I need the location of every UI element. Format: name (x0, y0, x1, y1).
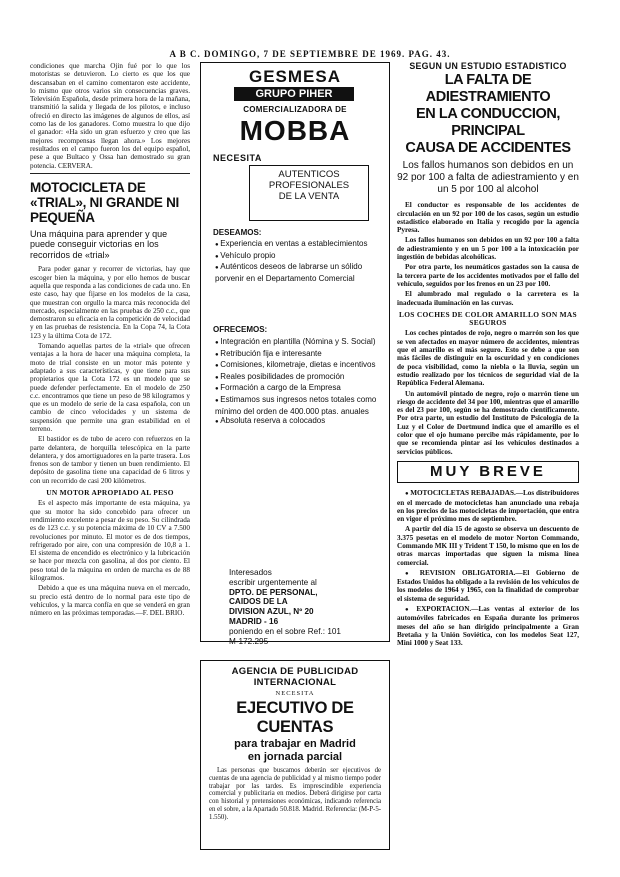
brief-item: ● REVISION OBLIGATORIA.—El Gobierno de Estados Unidos ha obligado a la revisión de los vehículos de los modelos de 1964 y 1965, con la finalidad de comprobar el sistema de seguridad. (397, 569, 579, 603)
intro-paragraph: condiciones que marcha Ojin fué por lo que los motoristas se detuvieron. Lo cierto es que los que descansaban en el camino comentaron este accidente, lo mismo que otros varios sin consecuencias graves. Televisión Española, desde primera hora de la mañana, transmitió la salida y llegada de los pilotos, e incluso ofreció en directo las imágenes de algunos de ellos, así como las de los ganadores. Como muestra lo que dijo el ganador: «Ha sido un gran esfuerzo y creo que las mejores recompensas llegan ahora.» Los mejores resultados en el campo fueron los del equipo español, pese a que Bultaco y Ossa han demostrado su gran potencia. CERVERA. (30, 62, 190, 170)
contact-line: DIVISION AZUL, Nº 20 (229, 607, 314, 617)
amarillo-subheading: LOS COCHES DE COLOR AMARILLO SON MAS SEGUROS (399, 309, 577, 328)
contact-line: escribir urgentemente al (229, 577, 317, 587)
contact-line: Interesados (229, 568, 272, 577)
list-item: ● Experiencia en ventas a establecimientos (215, 239, 380, 251)
agencia-body: Las personas que buscamos deberán ser ejecutivos de cuentas de una agencia de publicidad y al mismo tiempo poder trabajar por las tardes. Es imprescindible experiencia comercial y publicitaria en medios. Deberá dirigirse por carta con historial y pretensiones económicas, indicando referencia en el sobre, a la Apartado 50.818. Madrid. Referencia: (M-P-5-1.550). (209, 767, 381, 821)
trial-paragraph-2: Tomando aquellas partes de la «trial» que ofrecen ventajas a la hora de hacer una máquina completa, la moto de trial consiste en un motor más potente y adaptado a sus características, y que tiene para sus propietarios que la Cota 172 es un modelo que se puede defender perfectamente. En el modelo de 250 c.c. encontramos que tiene un peso de 98 kilogramos y que es un modelo de serie de la casa española, con un cambio de cinco velocidades y un sistema de suspensión que permite una gran estabilidad en el terreno. (30, 342, 190, 433)
necesita-label: NECESITA (275, 690, 315, 697)
trabajar-text: para trabajar en Madrid (234, 738, 356, 750)
ofrecemos-heading: OFRECEMOS: (213, 325, 268, 334)
brief-item: ● EXPORTACION.—Las ventas al exterior de los automóviles fabricados en España durante los primeros meses del año se han dirigido principalmente a Gran Bretaña y la Unión Soviética, con los modelos Seat 127, Mini 1000 y Seat 133. (397, 605, 579, 647)
agencia-line: AGENCIA DE PUBLICIDAD (231, 666, 359, 677)
contact-line: CAIDOS DE LA (229, 597, 288, 607)
list-item: ● Auténticos deseos de labrarse un sólido porvenir en el Departamento Comercial (215, 262, 380, 283)
autenticos-box (249, 165, 369, 221)
brief-item: A partir del día 15 de agosto se observa un descuento de 3.375 pesetas en el modelo de motor Norton Commando, Commando MK III y Trident T 150, lo mismo que en los de otras marcas importadas que siguen la misma línea comercial. (397, 525, 579, 567)
contact-block (229, 568, 384, 646)
autenticos-line: DE LA VENTA (278, 191, 340, 202)
trial-paragraph-4: Es el aspecto más importante de esta máquina, ya que su motor ha sido concebido para ofrecer un rendimiento excelente a pesar de su peso. Su cilindrada es de 123 c.c. y su potencia máxima de 10 CV a 7.500 revoluciones por minuto. El motor es de dos tiempos, refrigerado por aire, con una compresión de 10,8 a 1. El sistema de encendido es electrónico y la lubricación se hace por mezcla con gasolina, al dos por ciento. El peso total de la máquina en orden de marcha es de 88 kilogramos. (30, 499, 190, 583)
list-item: ● Integración en plantilla (Nómina y S. Social) (215, 337, 380, 349)
motor-subheading: UN MOTOR APROPIADO AL PESO (46, 488, 174, 498)
agencia-title (201, 666, 389, 688)
trial-paragraph-3: El bastidor es de tubo de acero con refuerzos en la parte delantera, de horquilla telescópica en la parte delantera, y dos amortiguadores en la parte trasera. Los frenos son de tambor y tienen un buen rendimiento. El depósito de gasolina tiene una capacidad de 6 litros y con un recorrido de casi 200 kilómetros. (30, 435, 190, 485)
article-paragraph: Un automóvil pintado de negro, rojo o marrón tiene un riesgo de accidente del 34 por 100, mientras que el amarillo es del 23 por 100, según se ha demostrado científicamente. Por otra parte, un estudio del Instituto de Psicología de la Luz y el Color de Dortmund indica que el amarillo es el color que el ojo humano percibe más rápidamente, por lo que se recomienda pintar así los vehículos destinados a servicios públicos. (397, 389, 579, 456)
list-item: ● Formación a cargo de la Empresa (215, 383, 380, 395)
list-item: ● Retribución fija e interesante (215, 349, 380, 361)
gesmesa-advert (200, 62, 390, 646)
trial-paragraph-1: Para poder ganar y recorrer de victorias, hay que escoger bien la máquina, y por ello hemos de buscar aquella que responda a las condiciones de cada uno. En este caso, hay que fijarse en los modelos de la casa, que muestran con orgullo la marca más reconocida del mercado, especialmente en las pruebas de 250 c.c., que demostraron su eficacia en la competición de velocidad y en las pruebas de resistencia. En la Copa 74, la Cota 123 y la última Cota de 172. (30, 265, 190, 340)
deseamos-list (215, 239, 380, 283)
article-paragraph: Los fallos humanos son debidos en un 92 por 100 a falta de adiestramiento y en un 5 por 100 a la intoxicación por ingestión de bebidas alcohólicas. (397, 236, 579, 262)
list-item: ● Estimamos sus ingresos netos totales como mínimo del orden de 400.000 ptas. anuales (215, 395, 380, 416)
article-paragraph: El conductor es responsable de los accidentes de circulación en un 92 por 100 de los casos, según un estudio estadístico elaborado en Italia y recogido por la agencia Pyresa. (397, 201, 579, 235)
deseamos-heading: DESEAMOS: (213, 228, 262, 237)
page-header: A B C. DOMINGO, 7 DE SEPTIEMBRE DE 1969. PAG. 43. (169, 49, 451, 59)
trial-paragraph-5: Debido a que es una máquina nueva en el mercado, su precio está dentro de lo normal para este tipo de vehículos, y la marca confía en que se venderá en gran número en las próximas temporadas.—F. DEL BRIO. (30, 584, 190, 618)
article-paragraph: Los coches pintados de rojo, negro o marrón son los que se ven afectados en mayor número de accidentes, mientras que el amarillo es el más seguro. Esto se debe a que son más fáciles de distinguir en la oscuridad y en condiciones de poca visibilidad, como la niebla o la lluvia, según un estudio realizado por los técnicos de seguridad vial de la República Federal Alemana. (397, 329, 579, 388)
headline-line: CAUSA DE ACCIDENTES (405, 140, 571, 157)
comercializadora-label: COMERCIALIZADORA DE (243, 105, 347, 114)
brief-item: ● MOTOCICLETAS REBAJADAS.—Los distribuidores en el mercado de motocicletas han anunciado una rebaja en los precios de las motocicletas de importación, que entra en vigor el próximo mes de septiembre. (397, 489, 579, 523)
headline-line: LA FALTA DE ADIESTRAMIENTO (425, 72, 551, 106)
right-column (397, 62, 579, 842)
gesmesa-brand: GESMESA (248, 67, 342, 86)
main-headline (397, 72, 579, 157)
main-subhead: Los fallos humanos son debidos en un 92 por 100 a falta de adiestramiento y en un 5 por 100 al alcohol (397, 160, 579, 196)
headline-line: EN LA CONDUCCION, PRINCIPAL (415, 106, 561, 140)
contact-line: M-172.295 (229, 636, 269, 646)
mobba-logo: MOBBA (239, 115, 351, 146)
autenticos-line: AUTENTICOS (278, 169, 340, 180)
left-column (30, 62, 190, 842)
list-item: ● Absoluta reserva a colocados (215, 416, 380, 428)
trial-headline: MOTOCICLETA DE «TRIAL», NI GRANDE NI PEQUEÑA (30, 179, 179, 225)
contact-line: poniendo en el sobre Ref.: 101 (229, 626, 341, 636)
list-item: ● Vehículo propio (215, 251, 380, 263)
agencia-advert (200, 660, 390, 850)
ofrecemos-list (215, 337, 380, 428)
autenticos-line: PROFESIONALES (268, 180, 350, 191)
muy-breve-box: MUY BREVE (397, 461, 579, 483)
trial-subhead: Una máquina para aprender y que puede conseguir victorias en los recorridos de «trial» (30, 228, 168, 260)
list-item: ● Comisiones, kilometraje, dietas e incentivos (215, 360, 380, 372)
kicker: SEGUN UN ESTUDIO ESTADISTICO (409, 62, 567, 71)
divider (30, 173, 190, 174)
contact-line: DPTO. DE PERSONAL, (229, 587, 318, 597)
list-item: ● Reales posibilidades de promoción (215, 372, 380, 384)
contact-line: MADRID - 16 (229, 616, 279, 626)
article-paragraph: Por otra parte, los neumáticos gastados son la causa de la tercera parte de los accidentes motivados por el fallo del vehículo, seguidos por los frenos en un 23 por 100. (397, 263, 579, 288)
piher-logo: GRUPO PIHER (234, 87, 354, 101)
necesita-label: NECESITA (213, 153, 262, 163)
trabajar-text: en jornada parcial (247, 750, 343, 763)
trabajar-line (201, 738, 389, 763)
ejecutivo-headline: EJECUTIVO DE CUENTAS (236, 699, 354, 736)
agencia-line: INTERNACIONAL (253, 677, 337, 688)
article-paragraph: El alumbrado mal regulado o la carretera es la inadecuada iluminación en las curvas. (397, 290, 579, 307)
